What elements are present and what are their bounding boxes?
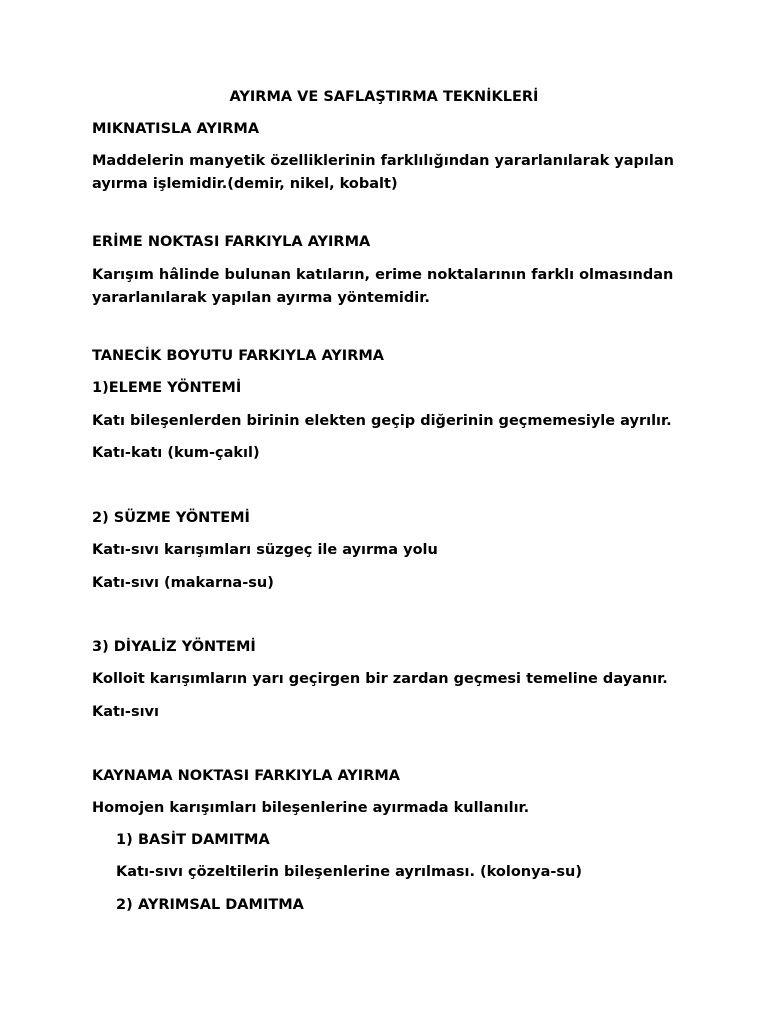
method-description: Katı bileşenlerden birinin elekten geçip diğerinin geçmemesiyle ayrılır. [92, 413, 672, 429]
list-label: BASİT DAMITMA [138, 832, 270, 848]
section-heading-melting-point: ERİME NOKTASI FARKIYLA AYIRMA [92, 234, 371, 250]
list-label: AYRIMSAL DAMITMA [138, 897, 304, 913]
paragraph-line: yararlanılarak yapılan ayırma yöntemidir. [92, 290, 430, 306]
list-number: 2) [116, 897, 133, 913]
method-heading-sieving: 1)ELEME YÖNTEMİ [92, 380, 242, 396]
paragraph-line: Karışım hâlinde bulunan katıların, erime noktalarının farklı olmasından [92, 267, 674, 283]
method-heading-dialysis: 3) DİYALİZ YÖNTEMİ [92, 639, 256, 655]
list-description: Katı-sıvı çözeltilerin bileşenlerine ayrılması. (kolonya-su) [116, 864, 582, 880]
method-example: Katı-sıvı [92, 704, 159, 720]
method-example: Katı-sıvı (makarna-su) [92, 575, 274, 591]
section-heading-magnetic: MIKNATISLA AYIRMA [92, 121, 260, 137]
document-title: AYIRMA VE SAFLAŞTIRMA TEKNİKLERİ [229, 89, 539, 105]
method-description: Kolloit karışımların yarı geçirgen bir zardan geçmesi temeline dayanır. [92, 671, 668, 687]
method-heading-filtration: 2) SÜZME YÖNTEMİ [92, 510, 250, 526]
list-number: 1) [116, 832, 133, 848]
paragraph-line: Maddelerin manyetik özelliklerinin farklılığından yararlanılarak yapılan [92, 153, 674, 169]
method-description: Katı-sıvı karışımları süzgeç ile ayırma yolu [92, 542, 438, 558]
method-example: Katı-katı (kum-çakıl) [92, 445, 260, 461]
paragraph-line: ayırma işlemidir.(demir, nikel, kobalt) [92, 176, 398, 192]
section-heading-boiling-point: KAYNAMA NOKTASI FARKIYLA AYIRMA [92, 768, 401, 784]
section-intro: Homojen karışımları bileşenlerine ayırmada kullanılır. [92, 800, 530, 816]
section-heading-particle-size: TANECİK BOYUTU FARKIYLA AYIRMA [92, 348, 385, 364]
